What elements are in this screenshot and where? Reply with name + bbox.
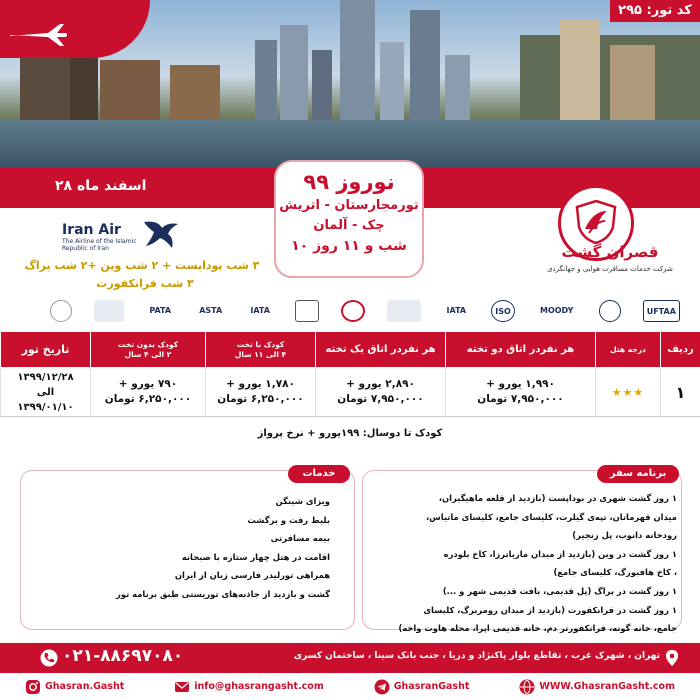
instagram-link[interactable] — [25, 679, 124, 695]
price-toman: ۶,۲۵۰,۰۰۰ تومان — [104, 393, 192, 405]
list-item: بیمه مسافرتی — [270, 533, 330, 544]
telegram-icon — [374, 679, 390, 695]
instagram-icon — [25, 679, 41, 695]
services-list — [30, 492, 330, 604]
association-logo: MOODY — [539, 306, 574, 315]
price-toman: ۷,۹۵۰,۰۰۰ تومان — [337, 393, 424, 405]
cell-row-index: ۱ — [660, 367, 700, 417]
cell-date — [0, 367, 90, 417]
tour-title-line1: تورمجارستان - اتریش — [279, 198, 419, 213]
instagram-handle: Ghasran.Gasht — [44, 681, 125, 692]
price-table — [0, 332, 700, 417]
tour-code: کد تور: ۲۹۵ — [610, 0, 700, 22]
tour-date-range: ۲۸ اسفند ماه — [55, 178, 147, 194]
skyline-building — [610, 45, 655, 120]
col-child-nobed-label: کودک بدون تخت — [117, 339, 179, 349]
price-eur: ۱,۹۹۰ یورو + — [486, 378, 555, 390]
date-mid: الی — [36, 386, 55, 398]
website-url: WWW.GhasranGasht.com — [539, 681, 675, 692]
list-item: ۱ روز گشت شهری در بوداپست (بازدید از قلعه ماهیگیران، — [438, 493, 677, 503]
cell-child-bed — [205, 367, 315, 417]
col-child-bed-age: ۴ الی ۱۱ سال — [234, 349, 287, 359]
col-row: ردیف — [660, 332, 700, 367]
nights-breakdown-line1: ۳ شب بوداپست + ۲ شب وین +۲ شب پراگ — [24, 259, 260, 272]
emblem-icon — [599, 300, 621, 322]
list-item: بلیط رفت و برگشت — [247, 514, 330, 525]
price-eur: ۲,۸۹۰ یورو + — [346, 378, 415, 390]
table-header — [0, 332, 700, 367]
child-price-note: کودک تا دوسال: ۱۹۹یورو + نرخ پرواز — [257, 428, 443, 439]
airline-logo-icon — [387, 300, 421, 322]
cell-single — [315, 367, 445, 417]
skyline-building — [445, 55, 470, 120]
price-eur: ۷۹۰ یورو + — [118, 378, 178, 390]
list-item: ، کاخ هافبورگ، کلیسای جامع) — [553, 567, 677, 578]
list-item: ویزای شینگن — [275, 496, 330, 506]
website-link[interactable] — [519, 679, 675, 695]
shield-icon — [573, 199, 619, 245]
list-item: اقامت در هتل چهار ستاره با صبحانه — [181, 551, 330, 562]
association-logo: PATA — [149, 306, 172, 315]
telegram-handle: GhasranGasht — [393, 681, 470, 692]
iranair-homa-icon — [140, 218, 180, 250]
email-link[interactable] — [174, 679, 324, 695]
location-pin-icon — [665, 649, 679, 667]
skyline-building — [410, 10, 440, 120]
association-logo: ASTA — [199, 306, 223, 315]
association-logo: IATA — [250, 306, 270, 315]
emblem-icon — [341, 300, 365, 322]
skyline-building — [255, 40, 277, 120]
brand-subtitle: شرکت خدمات مسافرت هوایی و جهانگردی — [547, 265, 673, 273]
program-tab: برنامه سفر — [597, 465, 679, 483]
phone-number[interactable]: ۰۲۱-۸۸۶۹۷۰۸۰ — [62, 646, 184, 666]
emblem-icon — [50, 300, 72, 322]
telegram-link[interactable] — [374, 679, 470, 695]
airline-logo-icon — [94, 300, 124, 322]
association-logo: ISO — [491, 300, 515, 322]
col-single: هر نفردر اتاق یک تخته — [315, 332, 445, 367]
globe-icon — [519, 679, 535, 695]
airplane-icon — [8, 22, 68, 48]
list-item: ۱ روز گشت در وین (بازدید از میدان ماریاترزا، کاخ بلودره — [443, 548, 677, 559]
skyline-building — [100, 60, 160, 120]
skyline-building — [340, 0, 375, 120]
program-list — [370, 489, 677, 638]
col-child-bed-label: کودک با تخت — [236, 339, 285, 349]
skyline-building — [380, 42, 404, 120]
price-toman: ۶,۲۵۰,۰۰۰ تومان — [217, 393, 304, 405]
col-child-bed — [205, 332, 315, 367]
services-tab: خدمات — [288, 465, 350, 483]
email-icon — [174, 679, 190, 695]
list-item: جامع، خانه گوته، فرانکفورتر دم، خانه قدیمی اپرا، محله هاوت واخه) — [398, 623, 677, 634]
list-item: ۱ روز گشت در فرانکفورت (بازدید از میدان رومربرگ، کلیسای — [423, 604, 677, 615]
date-to: ۱۳۹۹/۰۱/۱۰ — [17, 401, 74, 413]
col-child-nobed-age: ۲ الی ۴ سال — [124, 349, 172, 359]
col-double: هر نفردر اتاق دو تخته — [445, 332, 595, 367]
price-toman: ۷,۹۵۰,۰۰۰ تومان — [477, 393, 564, 405]
skyline-building — [280, 25, 308, 120]
skyline-building — [312, 50, 332, 120]
cell-double — [445, 367, 595, 417]
skyline-building — [560, 20, 600, 120]
list-item: گشت و بازدید از جاذبه‌های توریستی طبق برنامه تور — [116, 588, 330, 599]
list-item: میدان قهرمانان، تپه‌ی گیلرت، کلیسای جامع، کلیسای ماتیاس، — [425, 511, 677, 522]
cell-child-nobed — [90, 367, 205, 417]
airline-subtitle: The Airline of the Islamic Republic of Iran — [62, 238, 137, 252]
social-bar — [0, 673, 700, 700]
list-item: همراهی تورلیدر فارسی زبان از ایران — [174, 570, 330, 581]
nowruz-title: نوروز ۹۹ — [303, 170, 395, 194]
col-child-nobed — [90, 332, 205, 367]
hotel-stars: ★★★ — [595, 367, 660, 417]
table-row — [0, 367, 700, 417]
col-date: تاریخ تور — [0, 332, 90, 367]
skyline-building — [170, 65, 220, 120]
association-logos — [50, 298, 680, 324]
tour-title-line2: چک - آلمان — [313, 218, 385, 233]
email-address: info@ghasrangasht.com — [194, 681, 324, 692]
date-from: ۱۳۹۹/۱۲/۲۸ — [17, 371, 74, 383]
address: تهران ، شهرک غرب ، تقاطع بلوار پاکنژاد و دریا ، جنب بانک سینا ، ساختمان کسری — [293, 651, 660, 661]
col-hotel: درجه هتل — [595, 332, 660, 367]
airline-name: Iran Air — [62, 222, 121, 238]
price-eur: ۱,۷۸۰ یورو + — [226, 378, 295, 390]
list-item: ۱ روز گشت در پراگ (پل قدیمی، بافت قدیمی شهر و ...) — [442, 585, 677, 596]
tour-title-box — [274, 160, 424, 278]
emblem-icon — [295, 300, 319, 322]
list-item: رودخانه دانوب، پل زنجیر) — [572, 530, 677, 541]
brand-name: قصران گشت — [561, 243, 659, 261]
association-logo: UFTAA — [643, 300, 680, 322]
tour-duration: ۱۰ شب و ۱۱ روز — [291, 238, 407, 254]
nights-breakdown-line2: ۳ شب فرانکفورت — [96, 277, 194, 290]
association-logo: IATA — [446, 306, 467, 315]
phone-icon — [40, 649, 58, 667]
